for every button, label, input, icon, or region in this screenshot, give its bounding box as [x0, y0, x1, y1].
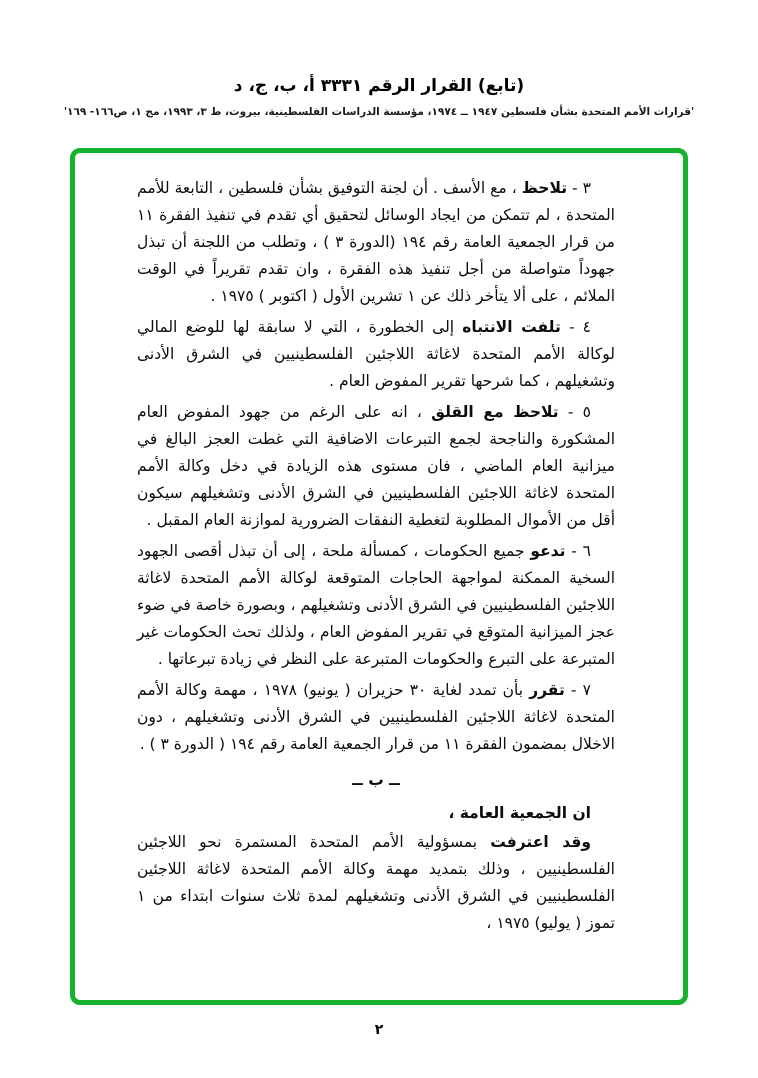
section-b-paragraph — [137, 829, 615, 937]
paragraph-text: بمسؤولية الأمم المتحدة المستمرة نحو اللاجئين الفلسطينيين ، وذلك بتمديد مهمة وكالة الأمم المتحدة لاغاثة اللاجئين الفلسطينيين في الشرق الأدنى وتشغيلهم لمدة ثلاث سنوات ابتداء من ١ تموز ( يوليو) ١٩٧٥ ، — [137, 833, 615, 932]
paragraph-text: إلى الخطورة ، التي لا سابقة لها للوضع المالي لوكالة الأمم المتحدة لاغاثة اللاجئين الفلسطينيين في الشرق الأدنى وتشغيلهم ، كما شرحها تقرير المفوض العام . — [137, 318, 615, 390]
section-b-separator: ــ ب ــ — [352, 771, 400, 789]
resolution-paragraph-7 — [137, 677, 615, 758]
paragraph-lead-word: تلاحظ — [521, 179, 568, 197]
document-source-citation: 'قرارات الأمم المتحدة بشأن فلسطين ١٩٤٧ ــ ١٩٧٤، مؤسسة الدراسات الفلسطينية، بيروت، ط ٣، ١٩٩٣، مج ١، ص١٦٦- ١٦٩' — [63, 106, 695, 118]
paragraph-number: ٥ - — [558, 403, 591, 421]
paragraph-text: ، انه على الرغم من جهود المفوض العام المشكورة والناجحة لجمع التبرعات الاضافية التي غطت العجز البالغ في ميزانية العام الماضي ، فان مستوى هذه الزيادة في دخل وكالة الأمم المتحدة لاغاثة اللاجئين الفلسطينيين في الشرق الأدنى وتشغيلهم سيكون أقل من الأموال المطلوبة لتغطية النفقات الضرورية لموازنة العام المقبل . — [137, 403, 615, 529]
paragraph-lead-word: تدعو — [530, 542, 566, 560]
paragraph-number: ٣ - — [567, 179, 591, 197]
resolution-paragraph-6 — [137, 538, 615, 673]
paragraph-lead-word: تلفت الانتباه — [462, 318, 561, 336]
green-border-frame — [70, 148, 688, 1005]
paragraph-text: ، مع الأسف . أن لجنة التوفيق بشأن فلسطين ، التابعة للأمم المتحدة ، لم تتمكن من ايجاد الوسائل لتحقيق أي تقدم في تنفيذ الفقرة ١١ من قرار الجمعية العامة رقم ١٩٤ (الدورة ٣ ) ، وتطلب من اللجنة أن تبذل جهوداً متواصلة من أجل تنفيذ هذه الفقرة ، وان تقدم تقريراً في الوقت الملائم ، على ألا يتأخر ذلك عن ١ تشرين الأول ( اكتوبر ) ١٩٧٥ . — [137, 179, 615, 305]
paragraph-text: جميع الحكومات ، كمسألة ملحة ، إلى أن تبذل أقصى الجهود السخية الممكنة لمواجهة الحاجات المتوقعة لوكالة الأمم المتحدة لاغاثة اللاجئين الفلسطينيين في الشرق الأدنى وتشغيلهم ، وبصورة خاصة في ضوء عجز الميزانية المتوقع في تقرير المفوض العام ، ولذلك تحث الحكومات غير المتبرعة على التبرع والحكومات المتبرعة على النظر في زيادة تبرعاتها . — [137, 542, 615, 668]
resolution-text-block — [137, 175, 615, 941]
resolution-paragraph-3 — [137, 175, 615, 310]
paragraph-number: ٤ - — [560, 318, 591, 336]
paragraph-lead-word: وقد اعترفت — [490, 833, 591, 851]
paragraph-text: بأن تمدد لغاية ٣٠ حزيران ( يونيو) ١٩٧٨ ، مهمة وكالة الأمم المتحدة لاغاثة اللاجئين الفلسطينيين في الشرق الأدنى وتشغيلهم ، دون الاخلال بمضمون الفقرة ١١ من قرار الجمعية العامة رقم ١٩٤ ( الدورة ٣ ) . — [137, 681, 615, 753]
paragraph-number: ٧ - — [564, 681, 591, 699]
resolution-paragraph-5 — [137, 399, 615, 534]
section-b-heading: ان الجمعية العامة ، — [448, 804, 591, 822]
resolution-paragraph-4 — [137, 314, 615, 395]
paragraph-number: ٦ - — [565, 542, 591, 560]
paragraph-lead-word: تلاحظ مع القلق — [431, 403, 559, 421]
page-number: ٢ — [374, 1022, 384, 1038]
document-title: (تابع) القرار الرقم ٣٣٣١ أ، ب، ج، د — [233, 76, 525, 96]
paragraph-lead-word: تقرر — [529, 681, 565, 699]
